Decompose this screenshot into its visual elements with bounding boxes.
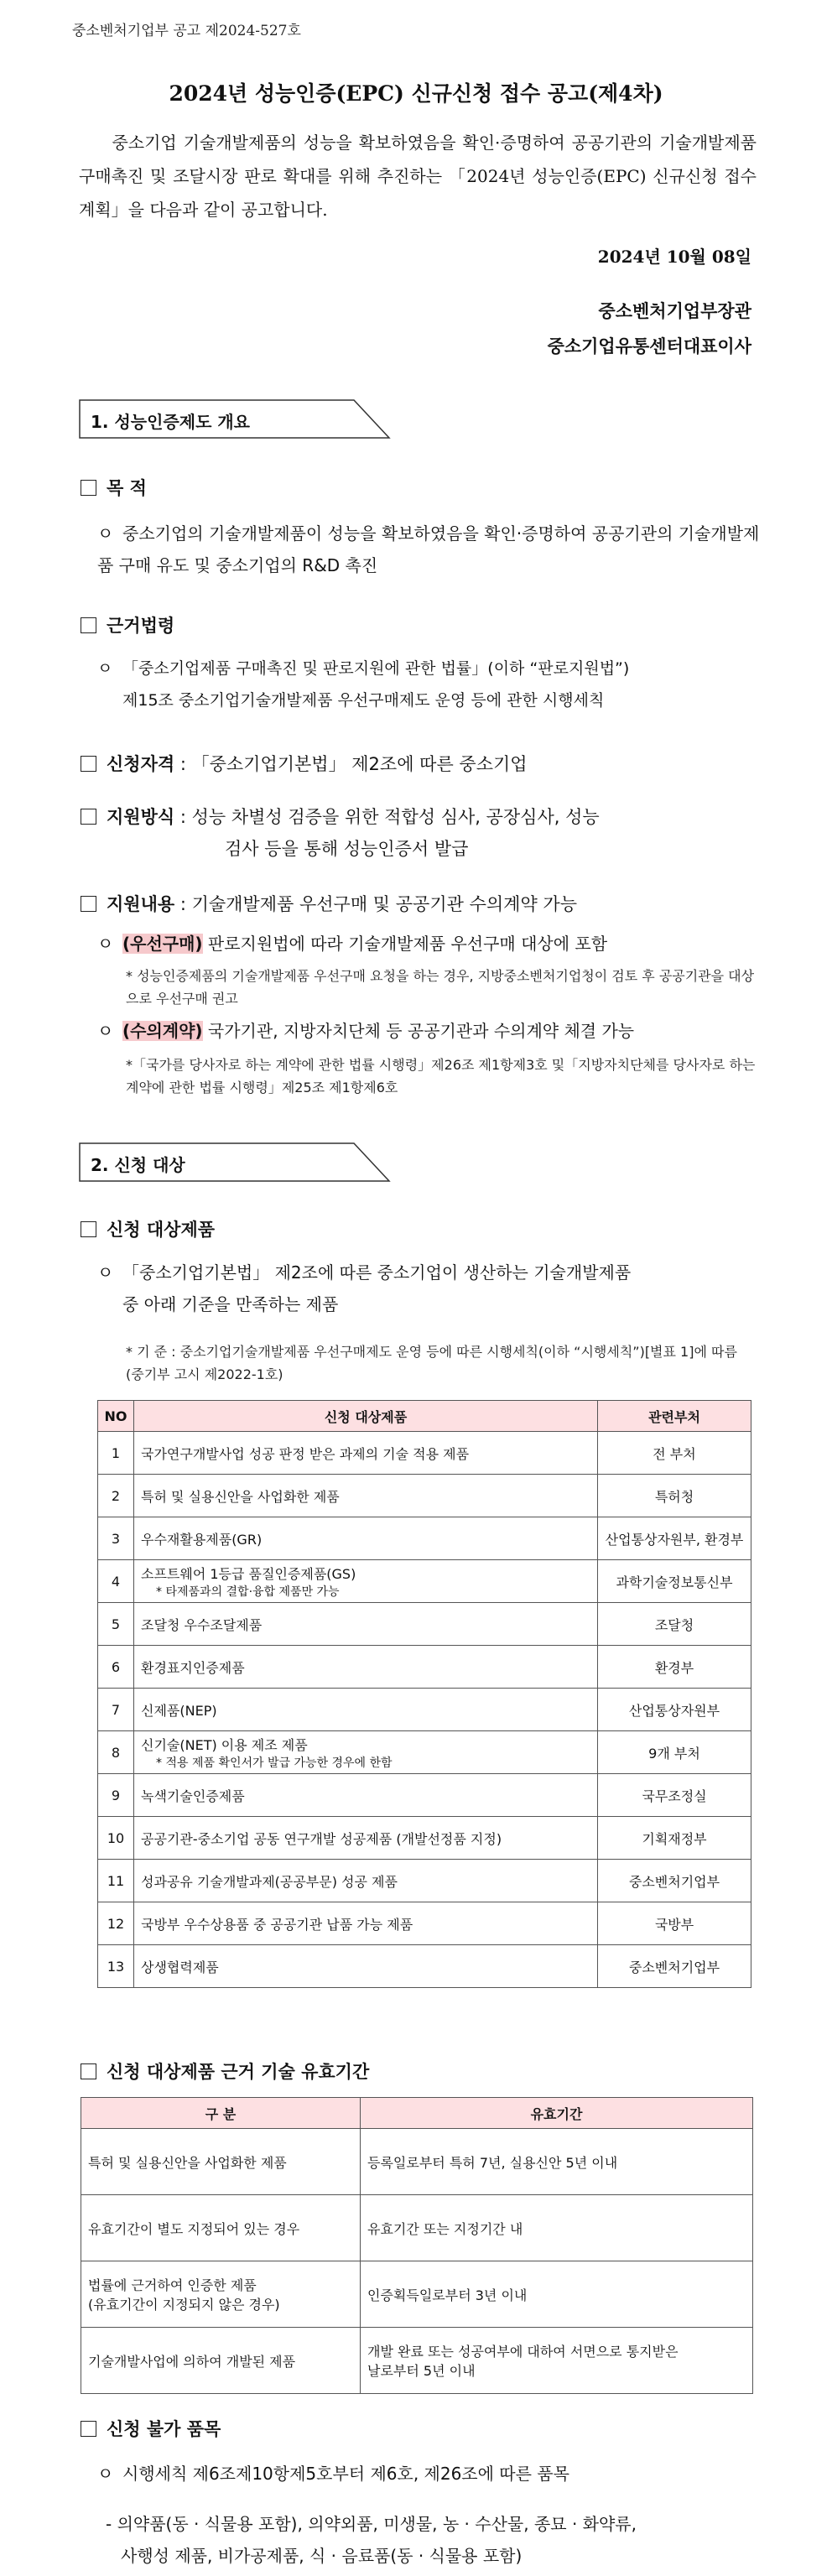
col-period: 유효기간: [361, 2098, 753, 2129]
purpose-label: 목 적: [81, 475, 147, 500]
row-kind: 법률에 근거하여 인증한 제품 (유효기간이 지정되지 않은 경우): [81, 2261, 361, 2328]
priority-note: * 성능인증제품의 기술개발제품 우선구매 요청을 하는 경우, 지방중소벤처기업청이 검토 후 공공기관을 대상으로 우선구매 권고: [126, 968, 755, 1007]
row-number: 13: [98, 1945, 134, 1988]
row-department: 9개 부처: [598, 1731, 751, 1774]
table-row: [98, 1731, 751, 1774]
row-number: 12: [98, 1902, 134, 1945]
row-number: 4: [98, 1560, 134, 1603]
intro-paragraph: [79, 126, 757, 226]
row-product-note: * 적용 제품 확인서가 발급 가능한 경우에 한함: [156, 1756, 393, 1770]
page-title: 2024년 성능인증(EPC) 신규신청 접수 공고(제4차): [169, 81, 663, 106]
row-number: 8: [98, 1731, 134, 1774]
support-content-row: 지원내용 : 기술개발제품 우선구매 및 공공기관 수의계약 가능: [81, 891, 577, 916]
section-1-heading: [79, 399, 389, 438]
table-header-row: [98, 1401, 751, 1432]
row-department: 중소벤처기업부: [598, 1860, 751, 1902]
contract-note: *「국가를 당사자로 하는 계약에 관한 법률 시행령」제26조 제1항제3호 및「지방자치단체를 당사자로 하는 계약에 관한 법률 시행령」제25조 제1항제6호: [126, 1057, 756, 1095]
purpose-text: ㅇ 중소기업의 기술개발제품이 성능을 확보하였음을 확인·증명하여 공공기관의 기술개발제품 구매 유도 및 중소기업의 R&D 촉진: [97, 523, 760, 575]
row-product: 상생협력제품: [134, 1945, 598, 1988]
issuer-ministry: 중소벤처기업부장관: [598, 300, 751, 321]
row-department: 환경부: [598, 1646, 751, 1689]
row-kind: 특허 및 실용신안을 사업화한 제품: [81, 2129, 361, 2195]
checkbox-square-icon: [81, 896, 96, 912]
table-row: [98, 1902, 751, 1945]
method-row: 지원방식 : 성능 차별성 검증을 위한 적합성 심사, 공장심사, 성능: [81, 804, 600, 829]
row-department: 조달청: [598, 1603, 751, 1646]
validity-table: [81, 2097, 753, 2394]
checkbox-square-icon: [81, 480, 96, 496]
row-product: 특허 및 실용신안을 사업화한 제품: [134, 1475, 598, 1517]
row-number: 2: [98, 1475, 134, 1517]
row-number: 1: [98, 1432, 134, 1475]
private-contract-item: ㅇ (수의계약) 국가기관, 지방자치단체 등 공공기관과 수의계약 체결 가능: [97, 1021, 635, 1041]
row-department: 산업통상자원부, 환경부: [598, 1517, 751, 1560]
row-period: 등록일로부터 특허 7년, 실용신안 5년 이내: [361, 2129, 753, 2195]
issuer-center: 중소기업유통센터대표이사: [547, 336, 751, 356]
excluded-list: - 의약품(동 · 식물용 포함), 의약외품, 미생물, 농 · 수산물, 종묘 · 화약류, 사행성 제품, 비가공제품, 식 · 음료품(동 · 식물용 포함): [106, 2514, 637, 2566]
law-label: 근거법령: [81, 612, 174, 637]
row-department: 국방부: [598, 1902, 751, 1945]
col-kind: 구 분: [81, 2098, 361, 2129]
row-product: 녹색기술인증제품: [134, 1774, 598, 1817]
row-product: 우수재활용제품(GR): [134, 1517, 598, 1560]
row-number: 5: [98, 1603, 134, 1646]
row-product: 국방부 우수상용품 중 공공기관 납품 가능 제품: [134, 1902, 598, 1945]
table-row: [98, 1560, 751, 1603]
row-product: 공공기관-중소기업 공동 연구개발 성공제품 (개발선정품 지정): [134, 1817, 598, 1860]
col-dept: 관련부처: [598, 1401, 751, 1432]
target-products-text: ㅇ 「중소기업기본법」 제2조에 따른 중소기업이 생산하는 기술개발제품 중 아래 기준을 만족하는 제품: [97, 1262, 632, 1314]
row-product: 신제품(NEP): [134, 1689, 598, 1731]
row-product: 소프트웨어 1등급 품질인증제품(GS) * 타제품과의 결합·융합 제품만 가능: [134, 1560, 598, 1603]
row-department: 전 부처: [598, 1432, 751, 1475]
table-row: [98, 1860, 751, 1902]
table-row: [98, 1945, 751, 1988]
excluded-label: 신청 불가 품목: [81, 2416, 221, 2441]
table-row: [98, 1517, 751, 1560]
col-no: NO: [98, 1401, 134, 1432]
row-number: 7: [98, 1689, 134, 1731]
table-row: [98, 1646, 751, 1689]
checkbox-square-icon: [81, 756, 96, 772]
table-row: [81, 2129, 753, 2195]
row-product: 신기술(NET) 이용 제조 제품 * 적용 제품 확인서가 발급 가능한 경우에 한함: [134, 1731, 598, 1774]
table-row: [98, 1774, 751, 1817]
checkbox-square-icon: [81, 617, 96, 633]
table-row: [98, 1689, 751, 1731]
issuer-block: [548, 294, 751, 364]
validity-label: 신청 대상제품 근거 기술 유효기간: [81, 2058, 369, 2084]
target-products-table: [97, 1400, 751, 1988]
row-period: 개발 완료 또는 성공여부에 대하여 서면으로 통지받은 날로부터 5년 이내: [361, 2328, 753, 2394]
row-product: 조달청 우수조달제품: [134, 1603, 598, 1646]
row-kind: 기술개발사업에 의하여 개발된 제품: [81, 2328, 361, 2394]
announcement-number: 중소벤처기업부 공고 제2024-527호: [72, 23, 301, 39]
priority-purchase-item: ㅇ (우선구매) 판로지원법에 따라 기술개발제품 우선구매 대상에 포함: [97, 934, 608, 954]
table-row: [98, 1432, 751, 1475]
row-period: 인증획득일로부터 3년 이내: [361, 2261, 753, 2328]
row-product: 환경표지인증제품: [134, 1646, 598, 1689]
row-department: 국무조정실: [598, 1774, 751, 1817]
checkbox-square-icon: [81, 2421, 96, 2437]
criteria-note: * 기 준 : 중소기업기술개발제품 우선구매제도 운영 등에 따른 시행세칙(이하 “시행세칙”)[별표 1]에 따름 (중기부 고시 제2022-1호): [126, 1344, 737, 1382]
row-product: 국가연구개발사업 성공 판정 받은 과제의 기술 적용 제품: [134, 1432, 598, 1475]
row-product: 성과공유 기술개발과제(공공부문) 성공 제품: [134, 1860, 598, 1902]
row-number: 3: [98, 1517, 134, 1560]
row-number: 9: [98, 1774, 134, 1817]
checkbox-square-icon: [81, 2063, 96, 2079]
table-row: [98, 1817, 751, 1860]
row-period: 유효기간 또는 지정기간 내: [361, 2195, 753, 2261]
announcement-date: 2024년 10월 08일: [597, 247, 751, 267]
row-number: 6: [98, 1646, 134, 1689]
target-products-label: 신청 대상제품: [81, 1216, 215, 1241]
section-2-title: 2. 신청 대상: [91, 1155, 185, 1175]
table-row: [98, 1475, 751, 1517]
checkbox-square-icon: [81, 1221, 96, 1237]
row-department: 중소벤처기업부: [598, 1945, 751, 1988]
row-number: 10: [98, 1817, 134, 1860]
table-row: [81, 2328, 753, 2394]
section-2-heading: [79, 1142, 389, 1181]
row-department: 과학기술정보통신부: [598, 1560, 751, 1603]
section-1-title: 1. 성능인증제도 개요: [91, 412, 250, 432]
intro-text: 중소기업 기술개발제품의 성능을 확보하였음을 확인·증명하여 공공기관의 기술개발제품 구매촉진 및 조달시장 판로 확대를 위해 추진하는 「2024년 성능인증(EPC) 신규신청 접수 계획」을 다음과 같이 공고합니다.: [79, 133, 757, 220]
row-department: 산업통상자원부: [598, 1689, 751, 1731]
checkbox-square-icon: [81, 809, 96, 825]
method-text-cont: 검사 등을 통해 성능인증서 발급: [225, 839, 469, 859]
row-department: 기획재정부: [598, 1817, 751, 1860]
row-department: 특허청: [598, 1475, 751, 1517]
table-row: [81, 2261, 753, 2328]
row-kind: 유효기간이 별도 지정되어 있는 경우: [81, 2195, 361, 2261]
law-text: ㅇ 「중소기업제품 구매촉진 및 판로지원에 관한 법률」(이하 “판로지원법”) 제15조 중소기업기술개발제품 우선구매제도 운영 등에 관한 시행세칙: [97, 659, 630, 710]
table-row: [98, 1603, 751, 1646]
row-product-note: * 타제품과의 결합·융합 제품만 가능: [156, 1585, 340, 1599]
excluded-text: ㅇ 시행세칙 제6조제10항제5호부터 제6호, 제26조에 따른 품목: [97, 2464, 569, 2484]
col-product: 신청 대상제품: [134, 1401, 598, 1432]
table-row: [81, 2195, 753, 2261]
row-number: 11: [98, 1860, 134, 1902]
table-header-row: [81, 2098, 753, 2129]
qualification-row: 신청자격 : 「중소기업기본법」 제2조에 따른 중소기업: [81, 751, 528, 776]
